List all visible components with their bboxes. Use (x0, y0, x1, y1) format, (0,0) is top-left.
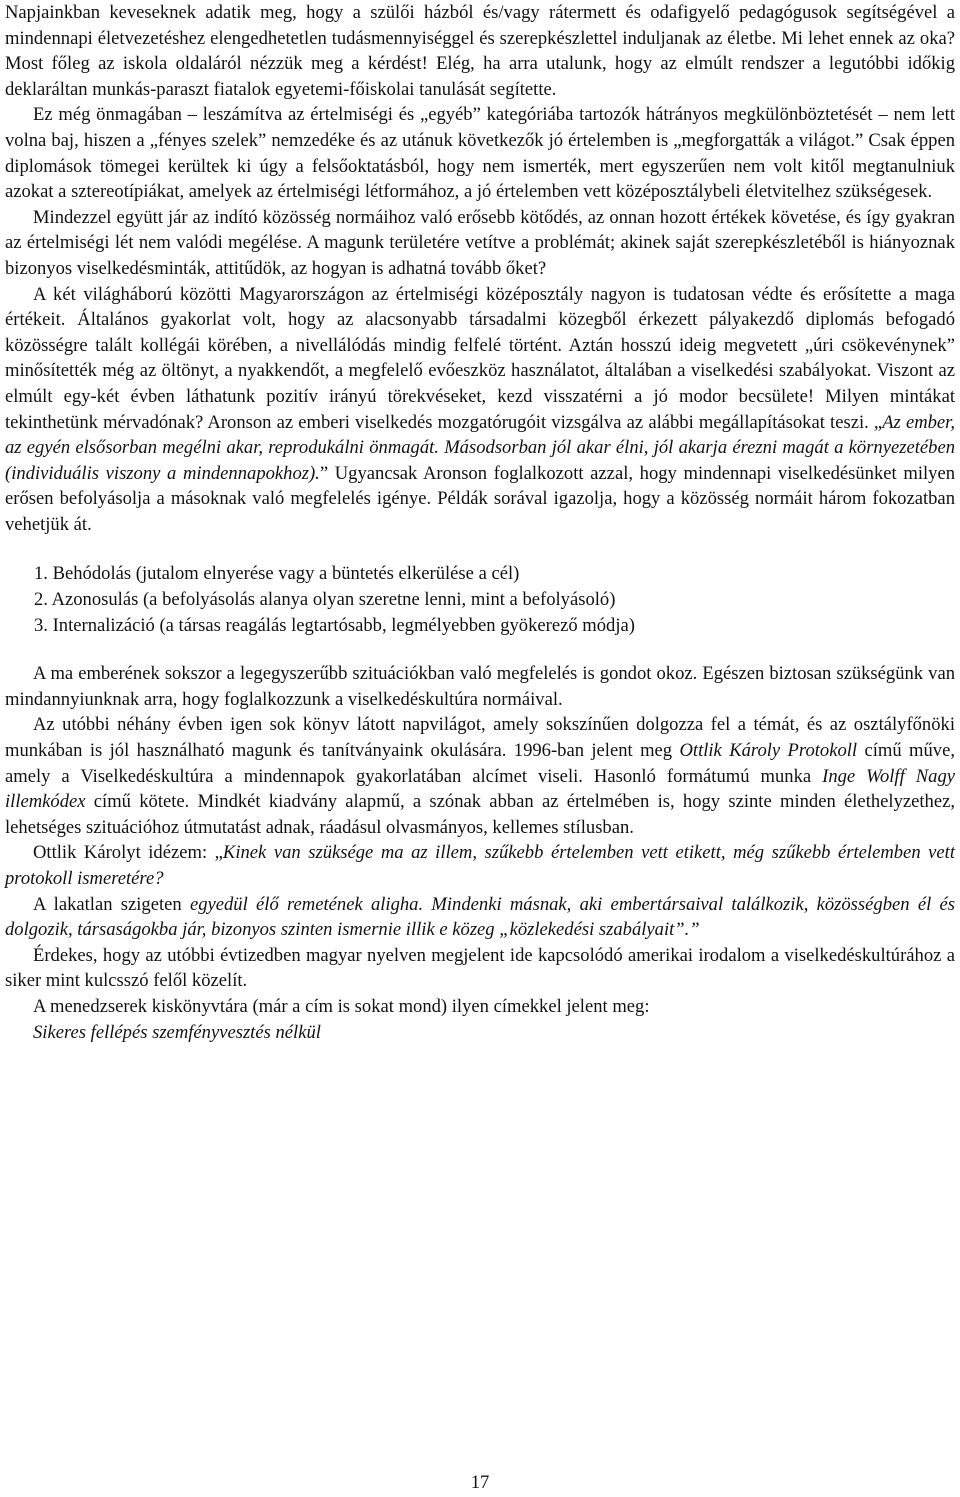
paragraph-kozosseg-normai: Mindezzel együtt jár az indító közösség normáihoz való erősebb kötődés, az onnan hozott értékek követése, és így gyakran az értelmiségi lét nem valódi megélése. A magunk területére vetítve a problémát; akinek saját szerepkészletéből is hiányoznak bizonyos viselkedésminták, attitűdök, az hogyan is adhatná tovább őket? (5, 206, 955, 279)
paragraph-aronson (5, 282, 955, 538)
book-title-wolff: Inge Wolff Nagy illemkódex (5, 765, 955, 813)
list-number: 1. (34, 563, 48, 585)
list-text: Azonosulás (a befolyásolás alanya olyan szeretne lenni, mint a befolyásoló) (51, 589, 616, 611)
list-item (5, 613, 955, 639)
list-item (5, 587, 955, 613)
paragraph-amerikai-irodalom: Érdekes, hogy az utóbbi évtizedben magyar nyelven megjelent ide kapcsolódó amerikai irodalom a viselkedéskultúrához a siker mint kulcsszó felől közelít. (5, 944, 955, 992)
conformity-levels-list (5, 561, 955, 638)
paragraph-intro: Napjainkban keveseknek adatik meg, hogy a szülői házból és/vagy rátermett és odafigyelő pedagógusok segítségével a mindennapi életvezetéshez elengedhetetlen tudásmennyiséggel és szerepkészlettel induljanak az életbe. Mi lehet ennek az oka? Most főleg az iskola oldaláról nézzük meg a kérdést! Elég, ha arra utalunk, hogy az elmúlt rendszer a legutóbbi időkig deklaráltan munkás-paraszt fiatalok egyetemi-főiskolai tanulását segítette. (5, 2, 955, 100)
text-run: ” Ugyancsak Aronson foglalkozott azzal, hogy mindennapi viselkedésünket milyen erősen befolyásolja a másoknak való megfelelés igénye. Példák sorával igazolja, hogy a közösség normáit három fokozatban vehetjük át. (5, 462, 955, 535)
list-item (5, 561, 955, 587)
text-run: című műve, amely a Viselkedéskultúra a mindennapok gyakorlatában alcímet viseli. Hasonló formátumú munka (5, 740, 955, 787)
book-title-ottlik: Ottlik Károly Protokoll (679, 740, 858, 762)
list-text: Behódolás (jutalom elnyerése vagy a büntetés elkerülése a cél) (52, 563, 520, 585)
text-run: Az utóbbi néhány évben igen sok könyv látott napvilágot, amely sokszínűen dolgozza fel a témát, és az osztályfőnöki munkában is jól használható magunk és tanítványaink okulására. 1996-ban jelent meg (5, 714, 955, 762)
text-run: A két világháború közötti Magyarországon az értelmiségi középosztály nagyon is tudatosan védte és erősítette a maga értékeit. Általános gyakorlat volt, hogy az alacsonyabb társadalmi közegből érkezett pályakezdő diplomás befogadó közösségre talált kollégái körében, a nivellálódás mindig felfelé történt. Aztán hosszú ideig megvetett „úri csökevénynek” minősítették még az öltönyt, a nyakkendőt, a megfelelő evőeszköz használatot, általában a viselkedési szabályokat. Viszont az elmúlt egy-két évben láthatunk pozitív irányú törekvéseket, kezd visszatérni a jó modor becsülete! Milyen mintákat tekinthetünk mérvadónak? Aronson az emberi viselkedés mozgatórugóit vizsgálva az alábbi megállapításokat teszi. „ (5, 283, 955, 433)
paragraph-ottlik-idezet (5, 840, 955, 891)
paragraph-lakatlan-sziget (5, 892, 955, 943)
remete-quote: egyedül élő remetének aligha. Mindenki másnak, aki embertársaival találkozik, közösségben él és dolgozik, társaságokba jár, bizonyos szinten ismernie illik e közeg „közlekedési szabályait”.” (5, 893, 955, 941)
paragraph-konyvek (5, 712, 955, 840)
paragraph-menedzserek: A menedzserek kiskönyvtára (már a cím is sokat mond) ilyen címekkel jelent meg: (33, 995, 650, 1017)
list-text: Internalizáció (a társas reagálás legtartósabb, legmélyebben gyökerező módja) (52, 614, 635, 636)
book-title-sikeres-fellepes: Sikeres fellépés szemfényvesztés nélkül (33, 1021, 321, 1043)
aronson-quote: Az ember, az egyén elsősorban megélni akar, reprodukálni önmagát. Másodsorban jól akar élni, jól akarja érezni magát a környezetében (individuális viszony a mindennapokhoz). (5, 411, 955, 484)
text-run: A lakatlan szigeten (33, 893, 190, 915)
list-number: 2. (34, 589, 48, 611)
text-run: Ottlik Károlyt idézem: „ (33, 842, 223, 864)
ottlik-quote: Kinek van szüksége ma az illem, szűkebb értelemben vett etikett, még szűkebb értelemben vett protokoll ismeretére? (5, 842, 955, 889)
list-number: 3. (34, 614, 48, 636)
text-run: című kötete. Mindkét kiadvány alapmű, a szónak abban az értelmében is, hogy szinte minden élethelyzethez, lehetséges szituációhoz útmutatást adnak, ráadásul olvasmányos, kellemes stílusban. (5, 791, 955, 838)
paragraph-ma-emberenek: A ma emberének sokszor a legegyszerűbb szituációkban való megfelelés is gondot okoz. Egészen biztosan szükségünk van mindannyiunknak arra, hogy foglalkozzunk a viselkedéskultúra normáival. (5, 663, 955, 710)
paragraph-fenyes-szelek: Ez még önmagában – leszámítva az értelmiségi és „egyéb” kategóriába tartozók hátrányos megkülönböztetését – nem lett volna baj, hiszen a „fényes szelek” nemzedéke és az utánuk következők jó értelemben is „megforgatták a világot.” Csak éppen diplomások tömegei kerültek ki úgy a felsőoktatásból, hogy nem ismerték, mert egyszerűen nem volt kitől megtanulniuk azokat a sztereotípiákat, amelyek az értelmiségi létformához, a jó értelemben vett középosztálybeli életvitelhez szükségesek. (5, 104, 955, 203)
page-number: 17 (470, 1472, 490, 1493)
